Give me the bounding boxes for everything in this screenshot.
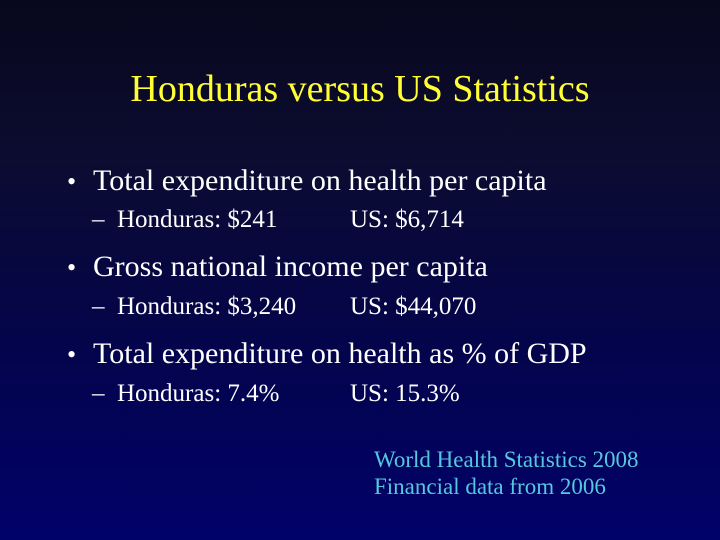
sub-bullet-item-3: [92, 380, 460, 409]
us-value-1: US: $6,714: [350, 206, 464, 233]
honduras-value-1: Honduras: $241: [117, 206, 278, 233]
bullet-text-1: Total expenditure on health per capita: [93, 164, 547, 197]
us-value-2: US: $44,070: [350, 293, 477, 320]
bullet-item-1: [67, 164, 547, 199]
bullet-item-2: [67, 250, 488, 285]
dash-icon: –: [92, 293, 105, 320]
bullet-icon: •: [67, 167, 77, 196]
bullet-text-3: Total expenditure on health as % of GDP: [93, 337, 587, 370]
bullet-item-3: [67, 337, 587, 372]
dash-icon: –: [92, 380, 105, 407]
dash-icon: –: [92, 206, 105, 233]
bullet-icon: •: [67, 253, 77, 282]
bullet-icon: •: [67, 340, 77, 369]
citation-line-2: Financial data from 2006: [374, 474, 606, 499]
citation: [374, 446, 639, 500]
us-value-3: US: 15.3%: [350, 380, 460, 407]
sub-bullet-item-1: [92, 206, 464, 235]
honduras-value-2: Honduras: $3,240: [117, 293, 297, 320]
citation-line-1: World Health Statistics 2008: [374, 447, 639, 472]
bullet-text-2: Gross national income per capita: [93, 250, 488, 283]
sub-bullet-item-2: [92, 293, 476, 322]
honduras-value-3: Honduras: 7.4%: [117, 380, 280, 407]
slide-title: Honduras versus US Statistics: [130, 68, 590, 110]
